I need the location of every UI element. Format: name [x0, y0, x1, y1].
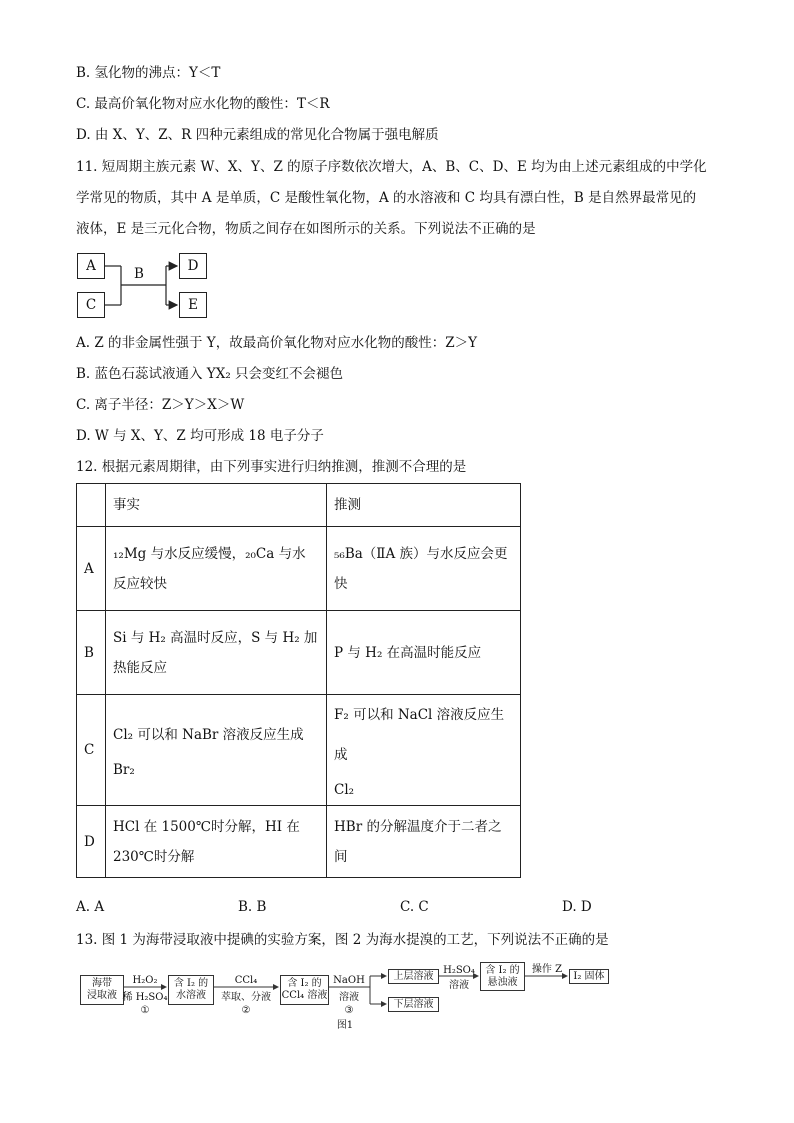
q11-option-b: B. 蓝色石蕊试液通入 YX₂ 只会变红不会褪色 — [76, 366, 344, 382]
row-fact: Cl₂ 可以和 NaBr 溶液反应生成 Br₂ — [106, 695, 327, 806]
q11-stem-line1: 11. 短周期主族元素 W、X、Y、Z 的原子序数依次增大，A、B、C、D、E 均为由上述元素组成的中学化 — [76, 159, 707, 175]
row-fact: Si 与 H₂ 高温时反应，S 与 H₂ 加 热能反应 — [106, 611, 327, 695]
step5-operation: 操作 Z — [531, 964, 563, 975]
q11-option-c: C. 离子半径：Z＞Y＞X＞W — [76, 397, 245, 413]
q12-option-c: C. C — [400, 899, 429, 915]
flow-box-iodine-suspension: 含 I₂ 的 悬浊液 — [480, 962, 525, 991]
row-guess: ₅₆Ba（ⅡA 族）与水反应会更 快 — [327, 527, 521, 611]
diagram-box-c: C — [77, 292, 105, 318]
q11-stem-line3: 液体，E 是三元化合物，物质之间存在如图所示的关系。下列说法不正确的是 — [76, 221, 536, 237]
step3-number: ③ — [344, 1005, 354, 1016]
flow-box-iodine-solid: I₂ 固体 — [569, 969, 609, 984]
step3-reagent: NaOH — [333, 975, 365, 986]
q10-option-b: B. 氢化物的沸点：Y＜T — [76, 65, 221, 81]
diagram-box-e: E — [179, 292, 207, 318]
flow-box-iodine-ccl4: 含 I₂ 的 CCl₄ 溶液 — [280, 975, 329, 1005]
row-key: A — [77, 527, 106, 611]
q13-stem: 13. 图 1 为海带浸取液中提碘的实验方案，图 2 为海水提溴的工艺，下列说法不正确的是 — [76, 932, 609, 948]
step2-operation: 萃取、分液 — [221, 992, 271, 1003]
q11-stem-line2: 学常见的物质，其中 A 是单质，C 是酸性氧化物，A 的水溶液和 C 均具有漂白性，B 是自然界最常见的 — [76, 190, 697, 206]
step3-solution: 溶液 — [339, 992, 359, 1003]
flow-box-kelp-extract: 海带 浸取液 — [80, 975, 124, 1005]
row-guess: P 与 H₂ 在高温时能反应 — [327, 611, 521, 695]
step2-reagent: CCl₄ — [234, 975, 258, 986]
step2-number: ② — [241, 1005, 251, 1016]
diagram-box-d: D — [179, 253, 207, 279]
row-key: B — [77, 611, 106, 695]
row-key: D — [77, 806, 106, 878]
step4-solution: 溶液 — [449, 980, 469, 991]
row-fact: HCl 在 1500℃时分解，HI 在 230℃时分解 — [106, 806, 327, 878]
table-header-guess: 推测 — [327, 484, 521, 527]
diagram-box-a: A — [77, 253, 105, 279]
q11-option-a: A. Z 的非金属性强于 Y，故最高价氧化物对应水化物的酸性：Z＞Y — [76, 335, 477, 351]
figure-caption: 图1 — [336, 1020, 354, 1031]
q12-stem: 12. 根据元素周期律，由下列事实进行归纳推测，推测不合理的是 — [76, 459, 467, 475]
flow-box-iodine-water: 含 I₂ 的 水溶液 — [168, 975, 214, 1005]
row-fact: ₁₂Mg 与水反应缓慢，₂₀Ca 与水 反应较快 — [106, 527, 327, 611]
q10-option-d: D. 由 X、Y、Z、R 四种元素组成的常见化合物属于强电解质 — [76, 127, 439, 143]
row-guess: F₂ 可以和 NaCl 溶液反应生成 Cl₂ — [327, 695, 521, 806]
flow-box-lower-layer: 下层溶液 — [388, 997, 439, 1012]
step4-reagent: H₂SO₄ — [443, 965, 475, 976]
q12-option-a: A. A — [76, 899, 105, 915]
q12-option-d: D. D — [562, 899, 592, 915]
diagram-label-b: B — [134, 266, 144, 282]
row-key: C — [77, 695, 106, 806]
q10-option-c: C. 最高价氧化物对应水化物的酸性：T＜R — [76, 96, 330, 112]
table-header-fact: 事实 — [106, 484, 327, 527]
row-guess: HBr 的分解温度介于二者之 间 — [327, 806, 521, 878]
q11-option-d: D. W 与 X、Y、Z 均可形成 18 电子分子 — [76, 428, 324, 444]
step1-reagent: H₂O₂ — [132, 975, 158, 986]
q12-option-b: B. B — [238, 899, 267, 915]
flow-box-upper-layer: 上层溶液 — [388, 969, 439, 984]
step1-acid: 稀 H₂SO₄ — [122, 992, 168, 1003]
step1-number: ① — [140, 1005, 150, 1016]
